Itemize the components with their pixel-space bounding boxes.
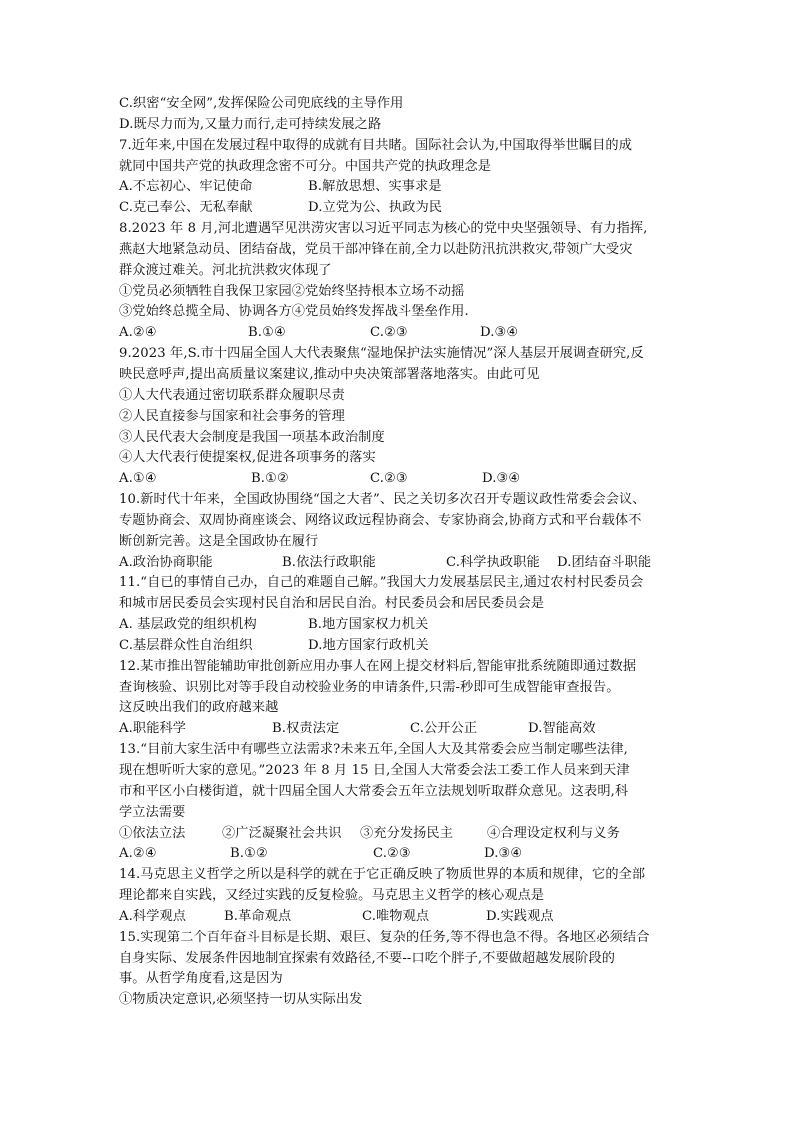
q8-stem-line1: 8.2023 年 8 月,河北遭遇罕见洪涝灾害以习近平同志为核心的党中央坚强领导、有力指挥, bbox=[119, 221, 648, 237]
q12-stem-line1: 12.某市推出智能辅助审批创新应用办事人在网上提交材料后,智能审批系统随即通过数据 bbox=[119, 658, 637, 674]
q7-option-d: D.立党为公、执政为民 bbox=[308, 200, 443, 216]
q15-stem-line2: 自身实际、发展条件因地制宜探索有效路径,不要--口吃个胖子,不要做超越发展阶段的 bbox=[119, 950, 616, 966]
q13-stem-line2: 现在想听听大家的意见。”2023 年 8 月 15 日,全国人大常委会法工委工作人员来到天津 bbox=[119, 763, 630, 778]
q12-option-d: D.智能高效 bbox=[528, 721, 596, 737]
q14-option-a: A.科学观点 bbox=[119, 908, 187, 924]
q13-statement-2: ②广泛凝聚社会共识 bbox=[222, 825, 342, 841]
q11-option-d: D.地方国家行政机关 bbox=[308, 637, 429, 653]
q14-options bbox=[119, 907, 679, 928]
q12-stem-line3: 这反映出我们的政府越来越 bbox=[119, 700, 279, 716]
q7-option-b: B.解放思想、实事求是 bbox=[308, 179, 442, 195]
q9-stem-line2: 映民意呼声,提出高质量议案建议,推动中央决策部署落地落实。由此可见 bbox=[119, 366, 540, 382]
q14-option-b: B.革命观点 bbox=[224, 908, 292, 924]
q13-statements bbox=[119, 824, 679, 845]
q13-stem-line4: 学立法需要 bbox=[119, 804, 186, 820]
q9-options bbox=[119, 469, 679, 490]
q7-options-ab bbox=[119, 177, 679, 198]
q14-stem-line1: 14.马克思主义哲学之所以是科学的就在于它正确反映了物质世界的本质和规律，它的全部 bbox=[119, 867, 646, 883]
q9-statement-3: ③人民代表大会制度是我国一项基本政治制度 bbox=[119, 429, 385, 445]
q9-option-a: A.①④ bbox=[119, 471, 157, 487]
q13-options bbox=[119, 844, 679, 865]
q12-option-b: B.权责法定 bbox=[272, 721, 340, 737]
q11-options-ab bbox=[119, 615, 679, 636]
q13-stem-line3: 市和平区小白楼街道，就十四届全国人大常委会五年立法规划听取群众意见。这表明,科 bbox=[119, 783, 629, 799]
q6-option-c: C.织密“安全网”,发挥保险公司兜底线的主导作用 bbox=[119, 96, 404, 111]
q8-options bbox=[119, 323, 679, 344]
q15-stem-line3: 事。从哲学角度看,这是因为 bbox=[119, 971, 283, 987]
q9-option-c: C.②③ bbox=[370, 471, 408, 487]
q13-statement-3: ③充分发扬民主 bbox=[360, 825, 454, 841]
q10-stem-line1: 10.新时代十年来，全国政协围绕“国之大者”、民之关切多次召开专题议政性常委会会议、 bbox=[119, 492, 646, 508]
q9-statement-2: ②人民直接参与国家和社会事务的管理 bbox=[119, 408, 345, 424]
q11-option-c: C.基层群众性自治组织 bbox=[119, 637, 253, 653]
q9-statement-4: ④人大代表行使提案权,促进各项事务的落实 bbox=[119, 450, 376, 466]
q15-stem-line1: 15.实现第二个百年奋斗目标是长期、艰巨、复杂的任务,等不得也急不得。各地区必须结合 bbox=[119, 929, 650, 945]
q8-option-d: D.③④ bbox=[480, 325, 519, 341]
q11-options-cd bbox=[119, 636, 679, 657]
q14-option-d: D.实践观点 bbox=[486, 908, 554, 924]
q7-option-a: A.不忘初心、牢记使命 bbox=[119, 179, 253, 195]
q8-stem-line2: 燕赵大地紧急动员、团结奋战，党员干部冲锋在前,全力以赴防汛抗洪救灾,带领广大受灾 bbox=[119, 241, 633, 257]
q8-statements-34: ③党始终总揽全局、协调各方④党员始终发挥战斗堡垒作用. bbox=[119, 304, 469, 320]
q13-option-c: C.②③ bbox=[373, 846, 411, 862]
q7-stem-line1: 7.近年来,中国在发展过程中取得的成就有目共睹。国际社会认为,中国取得举世瞩目的成 bbox=[119, 137, 632, 153]
q12-option-c: C.公开公正 bbox=[410, 721, 478, 737]
q13-option-a: A.②④ bbox=[119, 846, 157, 862]
q11-option-b: B.地方国家权力机关 bbox=[308, 617, 429, 633]
q13-option-b: B.①② bbox=[230, 846, 268, 862]
q9-statement-1: ①人大代表通过密切联系群众履职尽责 bbox=[119, 387, 345, 403]
q10-option-b: B.依法行政职能 bbox=[282, 554, 376, 570]
q11-option-a: A. 基层政党的组织机构 bbox=[119, 617, 257, 633]
exam-text bbox=[119, 94, 679, 1011]
q13-stem-line1: 13.“目前大家生活中有哪些立法需求?未来五年,全国人大及其常委会应当制定哪些法律, bbox=[119, 742, 628, 758]
q7-stem-line2: 就同中国共产党的执政理念密不可分。中国共产党的执政理念是 bbox=[119, 158, 492, 174]
q14-stem-line2: 理论都来自实践，又经过实践的反复检验。马克思主义哲学的核心观点是 bbox=[119, 888, 545, 904]
q13-statement-4: ④合理设定权利与义务 bbox=[487, 825, 620, 841]
q10-stem-line3: 断创新完善。这是全国政协在履行 bbox=[119, 533, 319, 549]
q15-statement-1: ①物质决定意识,必须坚持一切从实际出发 bbox=[119, 992, 363, 1008]
q10-stem-line2: 专题协商会、双周协商座谈会、网络议政远程协商会、专家协商会,协商方式和平台载体不 bbox=[119, 512, 642, 528]
q11-stem-line2: 和城市居民委员会实现村民自治和居民自治。村民委员会和居民委员会是 bbox=[119, 596, 545, 612]
q7-options-cd bbox=[119, 198, 679, 219]
q12-options bbox=[119, 719, 679, 740]
q7-option-c: C.克己奉公、无私奉献 bbox=[119, 200, 253, 216]
q8-option-a: A.②④ bbox=[119, 325, 157, 341]
q11-stem-line1: 11.“自已的事情自己办，自己的难题自己解。”我国大力发展基层民主,通过农村村民委员会 bbox=[119, 575, 644, 591]
q10-option-d: D.团结奋斗职能 bbox=[557, 554, 652, 570]
q8-stem-line3: 群众渡过难关。河北抗洪救灾体现了 bbox=[119, 262, 332, 278]
q13-option-d: D.③④ bbox=[484, 846, 523, 862]
q12-option-a: A.职能科学 bbox=[119, 721, 187, 737]
q10-option-c: C.科学执政职能 bbox=[446, 554, 540, 570]
q13-statement-1: ①依法立法 bbox=[119, 825, 186, 841]
q12-stem-line2: 查询核验、识别比对等手段自动校验业务的申请条件,只需-秒即可生成智能审查报告。 bbox=[119, 679, 620, 695]
q9-stem-line1: 9.2023 年,S.市十四届全国人大代表聚焦“湿地保护法实施情况”深人基层开展调查研究,反 bbox=[119, 346, 644, 362]
q8-option-b: B.①④ bbox=[248, 325, 286, 341]
q10-option-a: A.政治协商职能 bbox=[119, 554, 213, 570]
q9-option-b: B.①② bbox=[251, 471, 289, 487]
q6-option-d: D.既尽力而为,又量力而行,走可持续发展之路 bbox=[119, 116, 382, 132]
q10-options bbox=[119, 553, 679, 574]
q14-option-c: C.唯物观点 bbox=[362, 908, 430, 924]
q9-option-d: D.③④ bbox=[482, 471, 521, 487]
q8-option-c: C.②③ bbox=[370, 325, 408, 341]
q8-statements-12: ①党员必须牺牲自我保卫家园②党始终坚持根本立场不动摇 bbox=[119, 283, 465, 299]
